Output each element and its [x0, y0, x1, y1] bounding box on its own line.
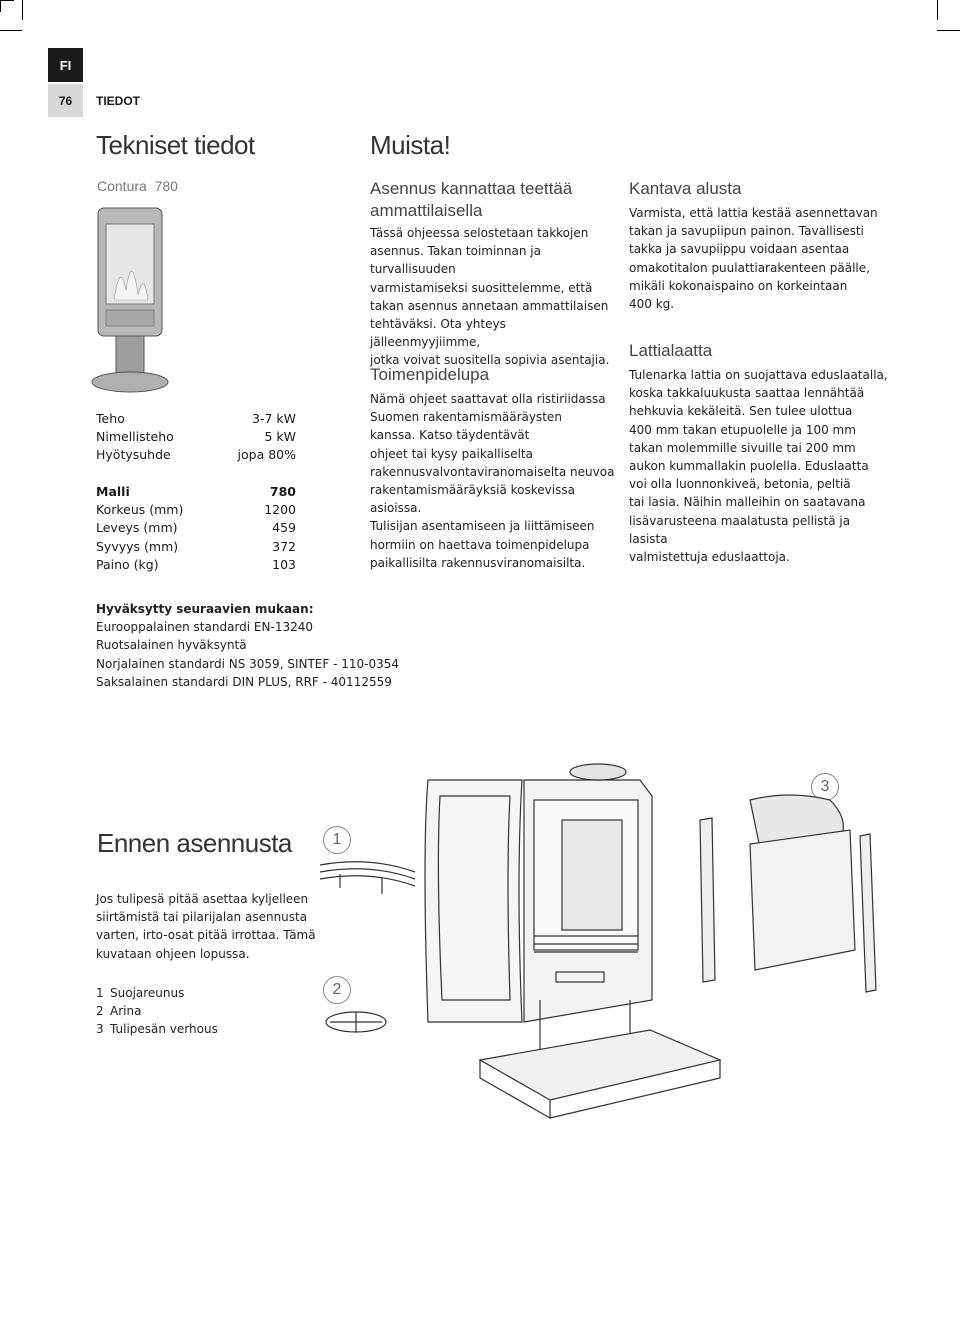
- spec-header-value: 780: [269, 484, 296, 499]
- text-line: paikallisilta rakennusviranomaisilta.: [370, 555, 586, 570]
- spec-label: Syvyys (mm): [96, 538, 179, 554]
- text-line: takan ja savupiipun painon. Tavallisesti: [629, 224, 864, 239]
- crop-mark: [0, 30, 22, 31]
- text-line: varmistamiseksi suosittelemme, että: [370, 280, 593, 295]
- install-intro: [96, 890, 316, 963]
- spec-label: Hyötysuhde: [96, 447, 171, 463]
- text-line: 400 mm takan etupuolelle ja 100 mm: [629, 422, 856, 437]
- section-title: TIEDOT: [96, 94, 140, 108]
- text-line: tehtäväksi. Ota yhteys jälleenmyyjiimme,: [370, 317, 506, 350]
- spec-label: Paino (kg): [96, 556, 159, 572]
- spec-label: Nimellisteho: [96, 429, 174, 445]
- text-line: mikäli kokonaispaino on korkeintaan: [629, 278, 848, 293]
- legend-item: [96, 1020, 296, 1038]
- install-title: Ennen asennusta: [97, 828, 292, 858]
- text-line: valmistettuja eduslaattoja.: [629, 550, 790, 565]
- model-name: Contura 780: [97, 178, 178, 194]
- floor-plate-heading: Lattialaatta: [629, 341, 713, 360]
- spec-value: 103: [272, 556, 296, 572]
- text-line: aukon kummallakin puolella. Eduslaatta: [629, 459, 869, 474]
- spec-value: 372: [272, 538, 296, 554]
- text-line: kuvataan ohjeen lopussa.: [96, 946, 250, 961]
- legend-label: Suojareunus: [110, 986, 185, 1000]
- floor-support-heading: Kantava alusta: [629, 179, 742, 198]
- text-line: varten, irto-osat pitää irrottaa. Tämä: [96, 928, 316, 943]
- permit-text: [370, 390, 615, 572]
- text-line: Ruotsalainen hyväksyntä: [96, 638, 247, 653]
- text-line: omakotitalon puulattiarakenteen päälle,: [629, 260, 870, 275]
- text-line: takka ja savupiippu voidaan asentaa: [629, 242, 850, 257]
- crop-mark: [937, 30, 960, 31]
- floor-support-text: [629, 204, 879, 313]
- text-line: rakentamismääräyksiä koskevissa asioissa.: [370, 483, 575, 516]
- legend-item: [96, 984, 296, 1002]
- legend-item: [96, 1002, 296, 1020]
- spec-header-label: Malli: [96, 484, 130, 499]
- spec-label: Leveys (mm): [96, 520, 178, 536]
- spec-label: Teho: [96, 411, 125, 426]
- page-number: 76: [48, 84, 83, 117]
- approvals-title: Hyväksytty seuraavien mukaan:: [96, 602, 314, 616]
- spec-header-row: [96, 483, 296, 501]
- text-line: takan asennus annetaan ammattilaisen: [370, 298, 609, 313]
- spec-value: jopa 80%: [237, 447, 296, 463]
- callout-2: 2: [323, 976, 351, 1004]
- text-line: 400 kg.: [629, 297, 675, 312]
- text-line: Varmista, että lattia kestää asennettavan: [629, 206, 878, 220]
- text-line: ohjeet tai kysy paikalliselta: [370, 446, 533, 461]
- text-line: Eurooppalainen standardi EN-13240: [96, 620, 313, 635]
- language-tab: FI: [48, 48, 83, 82]
- page-title: Tekniset tiedot: [96, 130, 255, 160]
- text-line: hehkuvia kekäleitä. Sen tulee ulottua: [629, 404, 853, 419]
- spec-value: 3-7 kW: [252, 411, 296, 426]
- text-line: koska takkaluukusta saattaa lennähtää: [629, 386, 865, 401]
- crop-mark: [937, 0, 938, 20]
- callout-3: 3: [811, 773, 839, 801]
- legend-label: Arina: [110, 1004, 142, 1019]
- text-line: lisävarusteena maalatusta pellistä ja lasista: [629, 513, 851, 546]
- text-line: voi olla luonnonkiveä, betonia, peltiä: [629, 477, 851, 492]
- text-line: jotka voivat suositella sopivia asentajia.: [370, 353, 610, 368]
- stove-exploded-diagram: [310, 760, 910, 1130]
- text-line: Nämä ohjeet saattavat olla ristiriidassa: [370, 392, 606, 406]
- permit-heading: Toimenpidelupa: [370, 365, 490, 384]
- text-line: Tulenarka lattia on suojattava eduslaatalla,: [629, 368, 888, 382]
- legend-number: 2: [96, 1004, 104, 1019]
- legend-number: 1: [96, 986, 104, 1000]
- spec-list-performance: [96, 410, 296, 465]
- floor-plate-text: [629, 366, 889, 566]
- spec-value: 5 kW: [264, 429, 296, 445]
- text-line: hormiin on haettava toimenpidelupa: [370, 537, 590, 552]
- callout-1: 1: [323, 826, 351, 854]
- text-line: Saksalainen standardi DIN PLUS, RRF - 40112559: [96, 674, 392, 689]
- crop-mark: [22, 0, 23, 20]
- text-line: rakennusvalvontaviranomaiselta neuvoa: [370, 464, 615, 479]
- spec-row: [96, 519, 296, 537]
- text-line: takan molemmille sivuille tai 200 mm: [629, 440, 856, 455]
- spec-row: [96, 410, 296, 428]
- remember-title: Muista!: [370, 130, 451, 160]
- spec-row: [96, 428, 296, 446]
- spec-value: 459: [272, 520, 296, 536]
- text-line: Tulisijan asentamiseen ja liittämiseen: [370, 519, 595, 534]
- parts-legend: [96, 984, 296, 1039]
- spec-row: [96, 446, 296, 464]
- spec-label: Korkeus (mm): [96, 502, 184, 518]
- installation-heading: Asennus kannattaa teettää ammattilaisella: [370, 179, 573, 220]
- crop-mark: [0, 0, 14, 1]
- text-line: Suomen rakentamismääräysten: [370, 410, 562, 425]
- approvals-block: [96, 600, 416, 691]
- crop-mark: [0, 0, 1, 12]
- legend-number: 3: [96, 1022, 104, 1037]
- guard-rail-part: [320, 862, 415, 894]
- legend-label: Tulipesän verhous: [110, 1022, 218, 1037]
- spec-row: [96, 556, 296, 574]
- text-line: asennus. Takan toiminnan ja turvallisuuden: [370, 244, 541, 277]
- text-line: Tässä ohjeessa selostetaan takkojen: [370, 226, 589, 240]
- stove-illustration: [88, 200, 228, 400]
- spec-list-dimensions: [96, 483, 296, 574]
- installation-text: [370, 224, 610, 370]
- text-line: siirtämistä tai pilarijalan asennusta: [96, 910, 308, 925]
- spec-row: [96, 501, 296, 519]
- text-line: Jos tulipesä pitää asettaa kyljelleen: [96, 892, 309, 906]
- text-line: Norjalainen standardi NS 3059, SINTEF - 110-0354: [96, 656, 399, 671]
- text-line: kanssa. Katso täydentävät: [370, 428, 530, 443]
- spec-value: 1200: [264, 502, 296, 518]
- text-line: tai lasia. Näihin malleihin on saatavana: [629, 495, 866, 510]
- spec-row: [96, 538, 296, 556]
